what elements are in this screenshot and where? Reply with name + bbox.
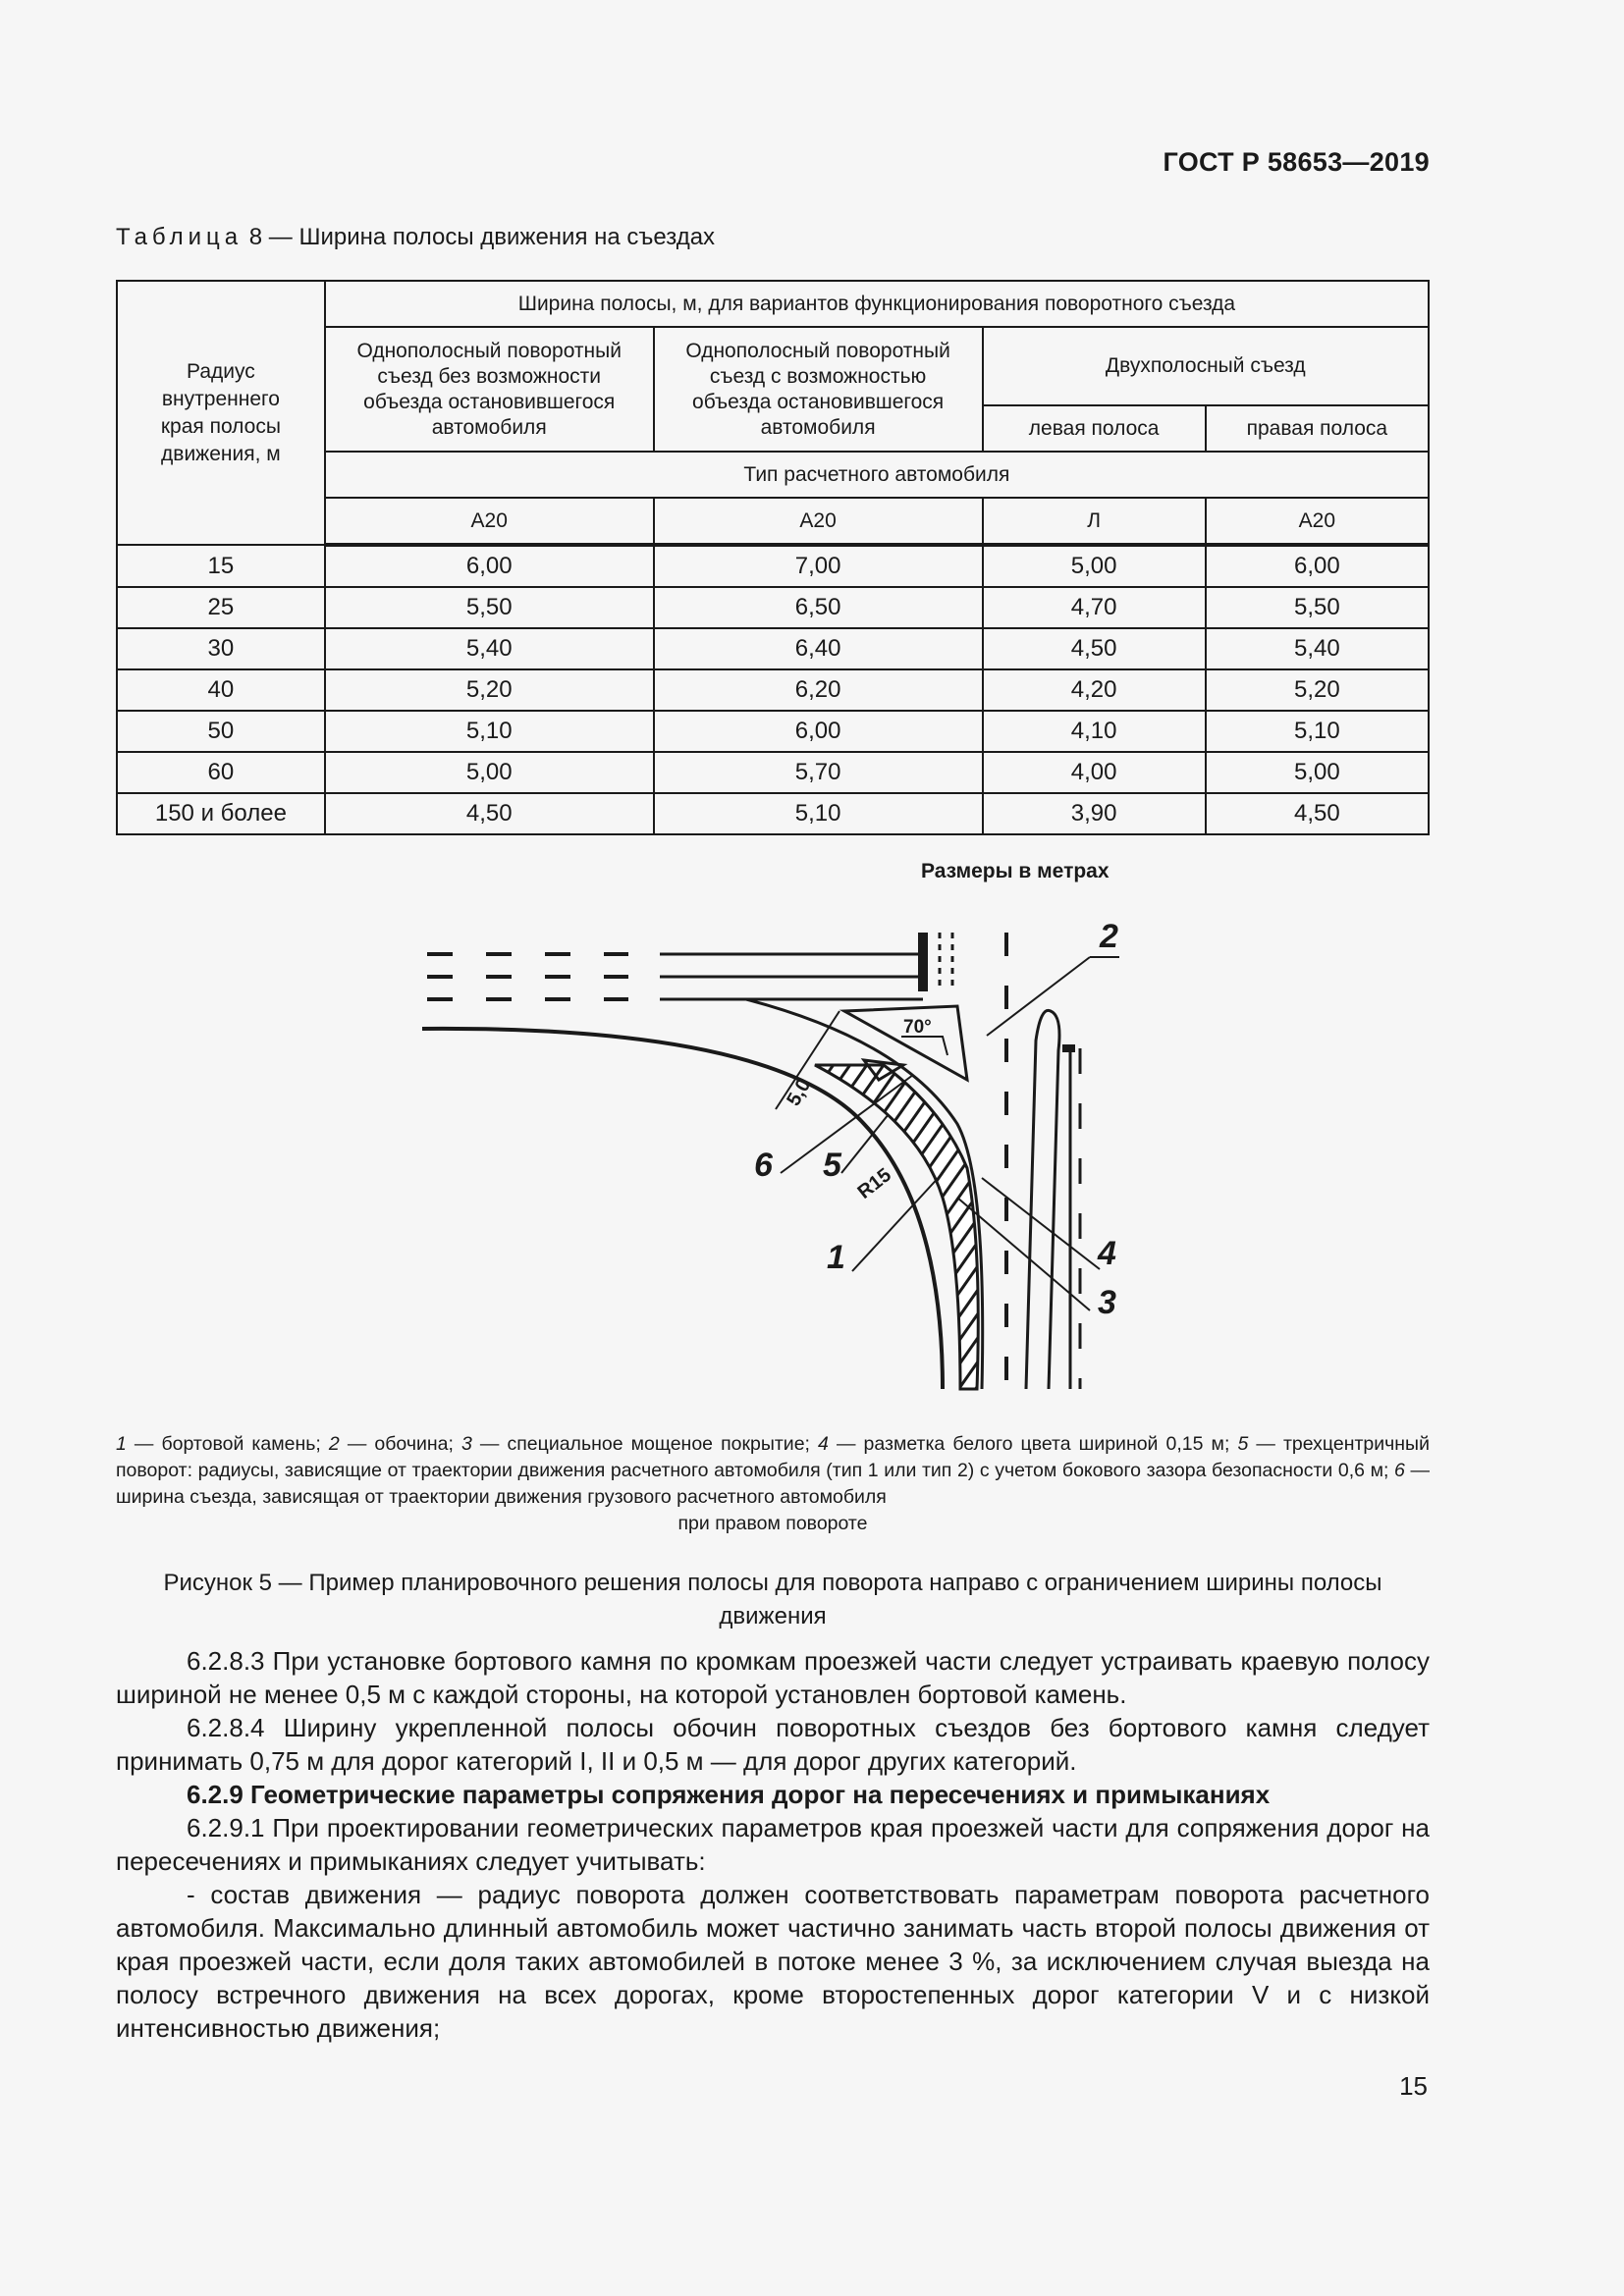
page-number: 15 <box>1399 2071 1428 2101</box>
table-cell: 25 <box>117 587 325 628</box>
table-cell: 5,40 <box>1206 628 1429 669</box>
vehicle-type-cell: Л <box>983 498 1206 545</box>
table-cell: 4,70 <box>983 587 1206 628</box>
table-cell: 5,00 <box>983 545 1206 587</box>
legend-num: 5 <box>1237 1433 1249 1455</box>
table-cell: 4,50 <box>1206 793 1429 834</box>
table-cell: 6,00 <box>1206 545 1429 587</box>
legend-last-line: при правом повороте <box>677 1513 868 1534</box>
label-6: 6 <box>754 1147 773 1184</box>
vehicle-type-cell: А20 <box>1206 498 1429 545</box>
table-caption-text: 8 — Ширина полосы движения на съездах <box>243 224 716 250</box>
shoulder-edge <box>1026 1010 1059 1389</box>
table-cell: 15 <box>117 545 325 587</box>
legend-num: 3 <box>461 1433 472 1455</box>
table-cell: 4,50 <box>983 628 1206 669</box>
table-cell: 3,90 <box>983 793 1206 834</box>
table-cell: 150 и более <box>117 793 325 834</box>
legend-text: — специальное мощеное покрытие; <box>471 1433 819 1455</box>
label-2: 2 <box>1100 918 1118 955</box>
table-cell: 5,00 <box>1206 752 1429 793</box>
table-cell: 4,10 <box>983 711 1206 752</box>
stub-header: Радиус внутреннего края полосы движения, м <box>117 281 325 545</box>
table-cell: 5,40 <box>325 628 654 669</box>
table-cell: 6,00 <box>325 545 654 587</box>
legend-text: — обочина; <box>339 1433 461 1455</box>
paragraph: 6.2.8.3 При установке бортового камня по кромкам проезжей части следует устраивать краевую полосу шириной не менее 0,5 м с каждой стороны, на которой установлен бортовой камень. <box>116 1646 1430 1709</box>
vehicle-type-cell: А20 <box>325 498 654 545</box>
legend-num: 4 <box>818 1433 829 1455</box>
table-cell: 5,10 <box>325 711 654 752</box>
table-cell: 50 <box>117 711 325 752</box>
standard-code: ГОСТ Р 58653—2019 <box>1163 147 1430 177</box>
table-cell: 6,50 <box>654 587 983 628</box>
table-cell: 40 <box>117 669 325 711</box>
label-4: 4 <box>1098 1235 1116 1272</box>
legend-num: 2 <box>328 1433 340 1455</box>
legend-num: 1 <box>116 1433 127 1455</box>
table-cell: 4,00 <box>983 752 1206 793</box>
legend-text: — ширина съезда, зависящая от траектории движения грузового расчетного автомобиля <box>116 1460 1431 1508</box>
table-cell: 5,50 <box>325 587 654 628</box>
table-cell: 5,70 <box>654 752 983 793</box>
vehicle-type-cell: А20 <box>654 498 983 545</box>
table-cell: 5,20 <box>1206 669 1429 711</box>
table-cell: 5,50 <box>1206 587 1429 628</box>
table-cell: 4,50 <box>325 793 654 834</box>
table-cell: 5,10 <box>654 793 983 834</box>
section-heading: 6.2.9 Геометрические параметры сопряжения дорог на пересечениях и примыканиях <box>187 1780 1271 1809</box>
col-header-2: Однополосный поворотный съезд с возможностью объезда остановившегося автомобиля <box>654 327 983 452</box>
paragraph: 6.2.8.4 Ширину укрепленной полосы обочин поворотных съездов без бортового камня следует принимать 0,75 м для дорог категорий I, II и 0,5 м — для дорог других категорий. <box>116 1713 1430 1776</box>
table-cell: 5,20 <box>325 669 654 711</box>
table-cell: 5,00 <box>325 752 654 793</box>
table-caption-label: Таблица <box>116 224 244 250</box>
leader-4 <box>982 1178 1100 1269</box>
table-cell: 60 <box>117 752 325 793</box>
col-header-two-lane: Двухполосный съезд <box>983 327 1429 405</box>
table-cell: 6,00 <box>654 711 983 752</box>
label-1: 1 <box>827 1239 845 1276</box>
paragraph: - состав движения — радиус поворота должен соответствовать параметрам поворота расчетного автомобиля. Максимально длинный автомобиль может частично занимать часть второй полосы движения от края проезжей части, если доля таких автомобилей в потоке менее 3 %, за исключением случая выезда на полосу встречного движения на всех дорогах, кроме второстепенных дорог категории V и с низкой интенсивностью движения; <box>116 1880 1430 2043</box>
legend-num: 6 <box>1394 1460 1405 1481</box>
paragraph: 6.2.9.1 При проектировании геометрических параметров края проезжей части для сопряжения дорог на пересечениях и примыканиях следует учитывать: <box>116 1813 1430 1876</box>
figure-units: Размеры в метрах <box>921 860 1110 882</box>
label-3: 3 <box>1098 1284 1116 1321</box>
table-cell: 7,00 <box>654 545 983 587</box>
col-header-right-lane: правая полоса <box>1206 405 1429 452</box>
col-header-1: Однополосный поворотный съезд без возможности объезда остановившегося автомобиля <box>325 327 654 452</box>
vehicle-type-header: Тип расчетного автомобиля <box>325 452 1429 498</box>
special-paving <box>815 1065 978 1389</box>
angle-label: 70° <box>903 1017 932 1038</box>
figure-legend <box>116 1431 1430 1537</box>
table-cell: 5,10 <box>1206 711 1429 752</box>
table-cell: 30 <box>117 628 325 669</box>
width-label: 5,0 <box>783 1075 816 1110</box>
group-header: Ширина полосы, м, для вариантов функционирования поворотного съезда <box>325 281 1429 327</box>
figure-caption: Рисунок 5 — Пример планировочного решения полосы для поворота направо с ограничением ширины полосы движения <box>163 1570 1382 1629</box>
table-cell: 6,20 <box>654 669 983 711</box>
table-cell: 4,20 <box>983 669 1206 711</box>
table-cell: 6,40 <box>654 628 983 669</box>
body-text <box>116 1644 1430 2045</box>
legend-text: — разметка белого цвета шириной 0,15 м; <box>828 1433 1238 1455</box>
col-header-left-lane: левая полоса <box>983 405 1206 452</box>
legend-text: — бортовой камень; <box>126 1433 329 1455</box>
label-5: 5 <box>823 1147 841 1184</box>
radius-label: R15 <box>853 1164 896 1203</box>
legend-text: — трехцентричный поворот: радиусы, зависящие от траектории движения расчетного автомобиля (тип 1 или тип 2) с учетом бокового зазора безопасности 0,6 м; <box>116 1433 1430 1481</box>
